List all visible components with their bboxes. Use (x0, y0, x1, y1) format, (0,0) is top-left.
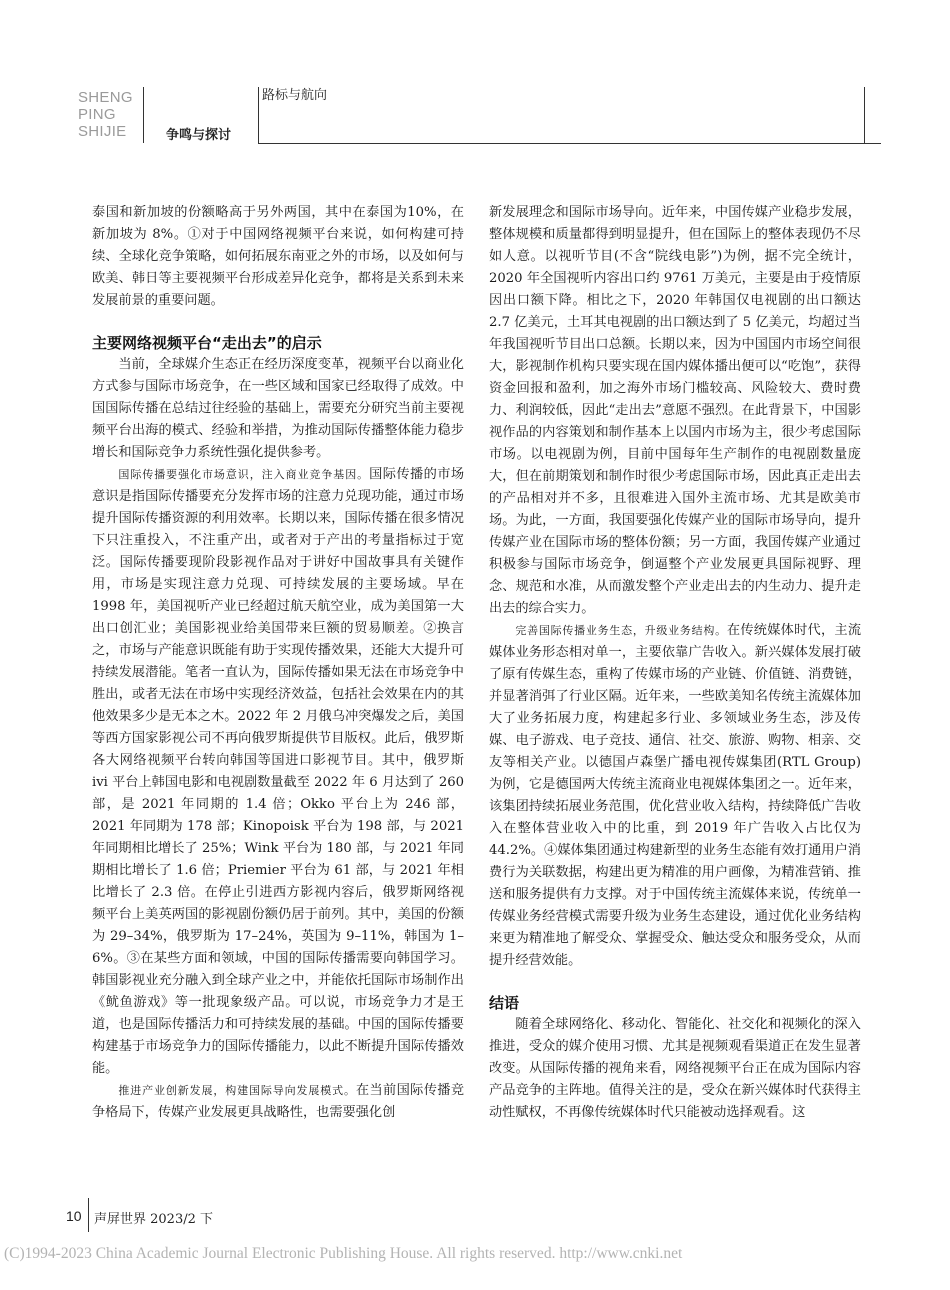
left-column (92, 202, 464, 1124)
header-divider (258, 87, 259, 143)
brand-line: SHIJIE (78, 123, 127, 140)
section-label: 争鸣与探讨 (166, 128, 232, 143)
column-label: 路标与航向 (262, 88, 328, 103)
magazine-issue: 声屏世界 2023/2 下 (94, 1212, 213, 1227)
header-divider (143, 87, 144, 143)
paragraph-text: 国际传播的市场意识是指国际传播要充分发挥市场的注意力兑现功能，通过市场提升国际传播资源的利用效率。长期以来，国际传播在很多情况下只注重投入，不注重产出，或者对于产出的考量指标过于宽泛。国际传播要现阶段影视作品对于讲好中国故事具有关键作用，市场是实现注意力兑现、可持续发展的主要场域。早在 1998 年，美国视听产业已经超过航天航空业，成为美国第一大出口创汇业；美国影视业给美国带来巨额的贸易顺差。②换言之，市场与产能意识既能有助于实现传播效果，还能大大提升可持续发展潜能。笔者一直认为，国际传播如果无法在市场竞争中胜出，或者无法在市场中实现经济效益，包括社会效果在内的其他效果多少是无本之木。2022 年 2 月俄乌冲突爆发之后，美国等西方国家影视公司不再向俄罗斯提供节目版权。此后，俄罗斯各大网络视频平台转向韩国等国进口影视节目。其中，俄罗斯 ivi 平台上韩国电影和电视剧数量截至 2022 年 6 月达到了 260 部，是 2021 年同期的 1.4 倍；Okko 平台上为 246 部，2021 年同期为 178 部；Kinopoisk 平台为 198 部，与 2021 年同期相比增长了 25%；Wink 平台为 180 部，与 2021 年同期相比增长了 1.6 倍；Priemier 平台为 61 部，与 2021 年相比增长了 2.3 倍。在停止引进西方影视内容后，俄罗斯网络视频平台上美英两国的影视剧份额仍居于前列。其中，美国的份额为 29–34%，俄罗斯为 17–24%，英国为 9–11%，韩国为 1–6%。③在某些方面和领域，中国的国际传播需要向韩国学习。韩国影视业充分融入到全球产业之中，并能依托国际市场制作出《鱿鱼游戏》等一批现象级产品。可以说，市场竞争力才是王道，也是国际传播活力和可持续发展的基础。中国的国际传播要构建基于市场竞争力的国际传播能力，以此不断提升国际传播效能。 (92, 467, 465, 1076)
subheading: 推进产业创新发展，构建国际导向发展模式。 (118, 1084, 356, 1097)
footer-divider (88, 1198, 89, 1232)
paragraph: 泰国和新加坡的份额略高于另外两国，其中在泰国为10%，在新加坡为 8%。①对于中国网络视频平台来说，如何构建可持续、全球化竞争策略，如何拓展东南亚之外的市场，以及如何与欧美、韩日等主要视频平台形成差异化竞争，都将是关系到未来发展前景的重要问题。 (92, 205, 464, 308)
brand-line: PING (78, 106, 116, 123)
brand-line: SHENG (78, 89, 133, 106)
copyright-watermark: (C)1994-2023 China Academic Journal Electronic Publishing House. All rights reserved. http://www.cnki.net (4, 1245, 683, 1262)
paragraph-with-subheading (92, 464, 464, 1080)
paragraph-text: 在传统媒体时代，主流媒体业务形态相对单一，主要依靠广告收入。新兴媒体发展打破了原有传媒生态，重构了传媒市场的产业链、价值链、消费链，并显著消弭了行业区隔。近年来，一些欧美知名传统主流媒体加大了业务拓展力度，构建起多行业、多领域业务生态，涉及传媒、电子游戏、电子竞技、通信、社交、旅游、购物、相亲、交友等相关产业。以德国卢森堡广播电视传媒集团(RTL Group)为例，它是德国两大传统主流商业电视媒体集团之一。近年来，该集团持续拓展业务范围，优化营业收入结构，持续降低广告收入在整体营业收入中的比重，到 2019 年广告收入占比仅为 44.2%。④媒体集团通过构建新型的业务生态能有效打通用户消费行为关联数据，构建出更为精准的用户画像，为精准营销、推送和服务提供有力支撑。对于中国传统主流媒体来说，传统单一传媒业务经营模式需要升级为业务生态建设，通过优化业务结构来更为精准地了解受众、掌握受众、触达受众和服务受众，从而提升经营效能。 (489, 623, 862, 968)
right-column (489, 202, 861, 1124)
section-heading: 结语 (489, 994, 520, 1012)
paragraph-with-subheading (92, 1080, 464, 1124)
header-divider (864, 87, 865, 143)
section-heading: 主要网络视频平台“走出去”的启示 (92, 334, 322, 352)
header-rule (258, 143, 881, 144)
paragraph: 新发展理念和国际市场导向。近年来，中国传媒产业稳步发展，整体规模和质量都得到明显提升，但在国际上的整体表现仍不尽如人意。以视听节目(不含“院线电影”)为例，据不完全统计，2020 年全国视听内容出口约 9761 万美元，主要是由于疫情原因出口额下降。相比之下，2020 年韩国仅电视剧的出口额达 2.7 亿美元，土耳其电视剧的出口额达到了 5 亿美元，均超过当年我国视听节目出口总额。长期以来，因为中国国内市场空间很大，影视制作机构只要实现在国内媒体播出便可以“吃饱”，获得资金回报和盈利，加之海外市场门槛较高、风险较大、费时费力、利润较低，因此“走出去”意愿不强烈。在此背景下，中国影视作品的内容策划和制作基本上以国内市场为主，很少考虑国际市场。以电视剧为例，目前中国每年生产制作的电视剧数量庞大，但在前期策划和制作时很少考虑国际市场，因此真正走出去的产品相对并不多，且很难进入国外主流市场、尤其是欧美市场。为此，一方面，我国要强化传媒产业的国际市场导向，提升传媒产业在国际市场的整体份额；另一方面，我国传媒产业通过积极参与国际市场竞争，倒逼整个产业发展更具国际视野、理念、规范和水准，从而激发整个产业走出去的内生动力、提升走出去的综合实力。 (489, 205, 861, 616)
paragraph: 随着全球网络化、移动化、智能化、社交化和视频化的深入推进，受众的媒介使用习惯、尤其是视频观看渠道正在发生显著改变。从国际传播的视角来看，网络视频平台正在成为国际内容产品竞争的主阵地。值得关注的是，受众在新兴媒体时代获得主动性赋权，不再像传统媒体时代只能被动选择观看。这 (489, 1017, 861, 1120)
paragraph: 当前，全球媒介生态正在经历深度变革，视频平台以商业化方式参与国际市场竞争，在一些区域和国家已经取得了成效。中国国际传播在总结过往经验的基础上，需要充分研究当前主要视频平台出海的模式、经验和举措，为推动国际传播整体能力稳步增长和国际竞争力系统性强化提供参考。 (92, 357, 464, 460)
page-number: 10 (66, 1208, 82, 1224)
subheading: 国际传播要强化市场意识，注入商业竞争基因。 (118, 468, 370, 481)
paragraph-text: 在当前国际传播竞争格局下，传媒产业发展更具战略性，也需要强化创 (92, 1083, 465, 1120)
subheading: 完善国际传播业务生态，升级业务结构。 (515, 624, 727, 637)
page-footer (66, 1208, 213, 1240)
paragraph-with-subheading (489, 620, 861, 972)
masthead-brand (78, 89, 158, 140)
